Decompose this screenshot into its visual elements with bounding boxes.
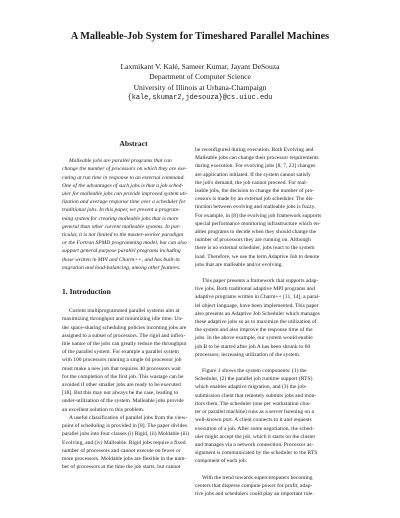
text-line: [18]. But this may not always be the case, leading to [62,390,179,397]
text-line: are application initiated. If the system cannot satisfy [195,171,311,178]
text-line: special performance monitoring infrastructure which en- [195,220,321,227]
paper-title: A Malleable-Job System for Timeshared Parallel Machines [70,31,330,42]
text-line: be reconfigured during execution. Both Evolving and [195,147,314,153]
author-emails: {kale,skumar2,jdesouza}@cs.uiuc.edu [127,93,273,102]
text-line: ables programs to decide when they should change the [195,229,317,236]
text-line: there is no external scheduler, jobs react to the system [195,245,315,252]
text-line: uler might accept the job, which it starts on the cluster [195,433,316,440]
text-line: well-known port. A client connects to it and requests [195,417,312,424]
text-line: jobs that are malleable and/or evolving. [195,261,283,268]
text-line: processors, increasing utilization of the system. [195,351,301,358]
text-line: execution of a job. After some negotiation, the sched- [195,425,314,432]
paragraph-gap [195,466,338,474]
text-line: the job's demand, the job cannot proceed. For mal- [195,179,308,186]
text-line: number of processors they are running on. Although [195,237,311,244]
right-paragraph-3 [195,367,338,465]
text-line: Malleable jobs are parallel programs that can [69,158,172,165]
intro-paragraph-1 [62,307,205,414]
text-line: job B to be started after job A has been shrunk to 60 [195,343,311,350]
text-line: load. Therefore, we use the term Adaptive Job to denote [195,253,320,260]
text-line: With the trend towards supercomputers becoming [202,474,313,481]
intro-paragraph-2 [62,414,205,471]
text-line: ming system for creating malleable jobs that is more [62,215,179,222]
right-paragraph-1 [195,146,338,269]
text-line: der space-sharing scheduling policies incoming jobs are [62,324,187,331]
text-line: under-utilization of the system. Malleable jobs provide [62,398,184,405]
text-line: tive jobs. Both traditional adaptive MPI programs and [195,286,315,293]
right-column [195,146,338,498]
text-line: point of scheduling is provided in [8]. The paper divides [62,423,187,430]
text-line: centers that disperse compute power for profit, adap- [195,482,313,489]
text-line: with 100 processors running a single 64 processor job [62,357,182,364]
text-line: an excellent solution to this problem. [62,406,145,413]
paragraph-gap [195,269,338,277]
text-line: parallel jobs into four classes (i) Rigid, (ii) Moldable (iii) [62,431,189,438]
author-university: University of Illinois at Urbana-Champaign [133,82,267,92]
right-paragraph-2 [195,277,338,359]
text-line: lization and average response time over a scheduler for [62,199,186,206]
text-line: or the Fortran SPMD programming model, but can also [62,240,187,247]
text-line: tinction between evolving and malleable jobs is fuzzy. [195,204,316,211]
text-line: tive jobs and schedulers could play an important role. [195,490,314,497]
text-line: maximizing throughput and minimizing idle time. Un- [62,316,183,323]
text-line: A useful classification of parallel jobs from the view- [69,414,188,421]
text-line: number of processors and cannot execute on fewer or [62,447,181,454]
text-line: assigned to a subset of processors. The rigid and inflex- [62,332,186,339]
text-line: This paper presents a framework that supports adap- [202,278,319,285]
text-line: traditional jobs. In this paper, we present a program- [62,207,180,214]
text-line: during execution. For evolving jobs [8, 7, 23] changes [195,163,316,170]
text-line: One of the advantages of such jobs is that a job sched- [62,182,184,189]
text-line: support general purpose parallel programs including [62,248,181,255]
text-line: component of each job. [195,458,248,465]
text-line: itors them. The scheduler (one per workstation clus- [195,400,311,407]
abstract-text [62,157,205,272]
intro-heading: 1. Introduction [62,287,111,297]
author-department: Department of Computer Science [149,72,251,82]
text-line: Current multiprogrammed parallel systems aim at [69,308,180,315]
text-line: Malleable jobs can change their processor requirements [195,155,319,162]
text-line: Evolving, and (iv) Malleable. Rigid jobs require a fixed [62,439,186,446]
text-line: the system and also improve the response time of the [195,327,313,334]
text-line: for the completion of the first job. This wastage can be [62,373,184,380]
text-line: leable jobs, the decision to change the number of pro- [195,188,315,195]
text-line: submission client that remotely submits jobs and mon- [195,392,317,399]
text-line: change the number of processors on which they are exe- [62,166,187,173]
text-line: lel object language, have been implemented. This paper [195,302,319,309]
text-line: ticular, it is not limited to the master-worker paradigm [62,232,184,239]
text-line: cessors is made by an external job scheduler. The dis- [195,196,315,203]
text-line: Scheduler, (2) the parallel job runtime support (RTS) [195,376,313,383]
text-line: those written in MPI and Charm++, and has built-in [62,256,180,263]
text-line: also presents an Adaptive Job Scheduler which manages [195,310,320,317]
text-line: migration and load-balancing, among other features. [62,264,181,271]
text-line: jobs. In the above example, our system would enable [195,335,313,342]
abstract-heading: Abstract [119,139,148,148]
text-line: of the parallel system. For example a parallel system [62,349,179,356]
text-line: more processors. Moldable jobs are flexible in the num- [62,455,187,462]
text-line: For example, in [8] the evolving job framework supports [195,212,322,219]
text-line: Figure 1 shows the system components: (1) the [202,368,307,375]
text-line: these adaptive jobs so as to maximize the utilization of [195,319,317,326]
text-line: uler for malleable jobs can provide improved system uti- [62,191,188,198]
text-line: adaptive programs written in Charm++ [11, 14], a paral- [195,294,320,301]
text-line: signment is communicated by the scheduler to the RTS [195,450,318,457]
text-line: must make a new job that requires 40 processors wait [62,365,181,372]
text-line: cuting at run time in response to an external command. [62,174,185,181]
text-line: ible nature of the jobs can greatly reduce the throughput [62,341,187,348]
text-line: ber of processors at the time the job starts, but cannot [62,464,181,471]
paragraph-gap [195,359,338,367]
text-line: general than other current malleable systems. In par- [62,223,181,230]
author-names: Laxmikant V. Kalé, Sameer Kumar, Jayant DeSouza [120,62,280,71]
text-line: and manages via a network connection. Processor as- [195,441,314,448]
text-line: which enables adaptive migration, and (3) the job- [195,384,307,391]
left-column [62,140,205,471]
right-paragraph-4 [195,474,338,499]
text-line: avoided if other smaller jobs are ready to be executed [62,382,181,389]
text-line: ter or parallel machine) runs as a server listening on a [195,409,314,416]
author-block [0,62,400,103]
